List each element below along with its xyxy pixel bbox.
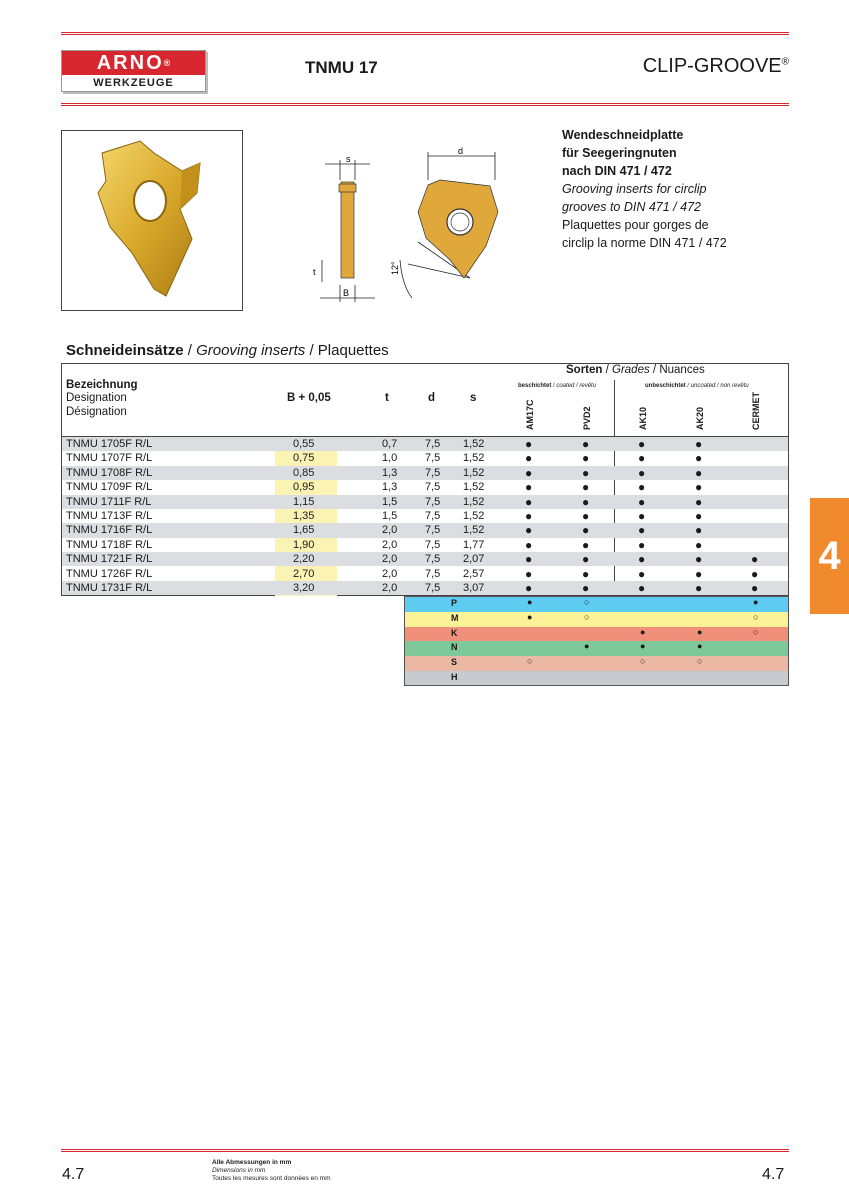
row-b: 1,35: [293, 510, 315, 522]
grade-availability-mark: ●: [695, 523, 703, 538]
grade-availability-mark: ●: [695, 581, 703, 595]
grade-availability-mark: ●: [638, 494, 646, 509]
row-t: 1,3: [382, 481, 398, 494]
grade-availability-mark: ●: [525, 465, 533, 480]
grade-availability-mark: ●: [582, 494, 590, 509]
table-row: [62, 437, 788, 451]
row-designation: TNMU 1707F R/L: [66, 452, 153, 465]
material-code: M: [451, 612, 459, 623]
grade-availability-mark: ●: [525, 509, 533, 523]
grade-availability-mark: ●: [582, 581, 590, 595]
grade-availability-mark: ●: [638, 480, 646, 495]
page-number-right: 4.7: [762, 1166, 785, 1183]
row-designation: TNMU 1716F R/L: [66, 524, 153, 537]
grade-availability-mark: ●: [582, 566, 590, 581]
grade-availability-mark: ●: [582, 552, 590, 567]
suitable-mark: ○: [584, 611, 590, 622]
grade-availability-mark: ●: [695, 437, 703, 451]
row-s: 1,52: [463, 524, 485, 537]
row-b: 1,90: [293, 538, 315, 551]
row-t: 1,3: [382, 466, 398, 479]
suitable-mark: ○: [753, 626, 759, 637]
model-title: TNMU 17: [305, 58, 378, 77]
grade-availability-mark: ●: [751, 552, 759, 567]
suitable-mark: ○: [584, 597, 590, 607]
row-designation: TNMU 1708F R/L: [66, 466, 153, 479]
grade-availability-mark: ●: [525, 494, 533, 509]
section-title: Schneideinsätze / Grooving inserts / Plaquettes: [66, 342, 389, 359]
table-row: [62, 538, 788, 552]
row-b: 0,55: [293, 438, 315, 450]
grade-availability-mark: ●: [638, 523, 646, 538]
row-t: 1,5: [382, 495, 398, 508]
drawing-label-s: s: [346, 154, 351, 164]
row-b: 2,70: [293, 567, 315, 580]
drawing-label-t: t: [313, 267, 316, 277]
row-t: 2,0: [382, 538, 398, 551]
grade-pvd2: PVD2: [582, 406, 592, 430]
grade-availability-mark: ●: [582, 509, 590, 523]
row-d: 7,5: [425, 510, 441, 522]
suitable-mark: ○: [697, 656, 703, 667]
material-code: H: [451, 672, 458, 682]
grade-availability-mark: ●: [525, 552, 533, 567]
row-s: 1,52: [463, 466, 485, 479]
grade-availability-mark: ●: [582, 523, 590, 538]
recommended-mark: ●: [640, 626, 646, 637]
row-designation: TNMU 1711F R/L: [66, 495, 152, 508]
grade-am17c: AM17C: [525, 399, 535, 430]
row-s: 1,52: [463, 438, 485, 450]
recommended-mark: ●: [753, 597, 759, 607]
row-designation: TNMU 1713F R/L: [66, 510, 153, 522]
row-d: 7,5: [425, 567, 441, 580]
material-table: [404, 596, 789, 686]
footer-rule: [61, 1149, 789, 1152]
grade-availability-mark: ●: [638, 451, 646, 466]
row-t: 2,0: [382, 567, 398, 580]
row-s: 1,52: [463, 452, 485, 465]
row-s: 1,77: [463, 538, 485, 551]
drawing-label-d: d: [458, 146, 464, 156]
grade-availability-mark: ●: [525, 566, 533, 581]
material-code: P: [451, 598, 458, 608]
drawing-label-b: B: [343, 288, 350, 298]
insert-photo: [61, 130, 243, 311]
grade-availability-mark: ●: [638, 581, 646, 595]
grade-ak10: AK10: [638, 406, 648, 430]
table-row: [62, 451, 788, 465]
table-row: [62, 523, 788, 537]
grades-title: Sorten / Grades / Nuances: [566, 364, 705, 376]
row-d: 7,5: [425, 438, 441, 450]
table-row: [62, 567, 788, 581]
recommended-mark: ●: [584, 641, 590, 652]
recommended-mark: ●: [640, 641, 646, 652]
row-d: 7,5: [425, 481, 441, 494]
grade-availability-mark: ●: [695, 494, 703, 509]
row-t: 1,5: [382, 510, 398, 522]
row-d: 7,5: [425, 466, 441, 479]
chapter-tab: 4: [810, 498, 849, 614]
col-s: s: [470, 392, 477, 404]
grade-availability-mark: ●: [638, 509, 646, 523]
row-b: 3,20: [293, 582, 315, 594]
grade-availability-mark: ●: [525, 537, 533, 552]
header-bottom-rule: [61, 103, 789, 106]
suitable-mark: ○: [527, 656, 533, 667]
grade-availability-mark: ●: [751, 566, 759, 581]
technical-drawing: [300, 140, 510, 310]
footer-note: Alle Abmessungen in mm Dimensions in mm Toutes les mesures sont données en mm: [212, 1159, 331, 1182]
row-designation: TNMU 1726F R/L: [66, 567, 153, 580]
table-row: [62, 581, 788, 595]
drawing-label-angle: 12°: [390, 261, 400, 275]
uncoated-label: unbeschichtet / uncoated / non revêtu: [645, 383, 749, 389]
row-d: 7,5: [425, 524, 441, 537]
page-number-left: 4.7: [62, 1166, 85, 1183]
grade-availability-mark: ●: [525, 581, 533, 595]
grade-availability-mark: ●: [582, 437, 590, 451]
row-s: 2,07: [463, 553, 485, 566]
row-s: 1,52: [463, 481, 485, 494]
col-designation-fr: Désignation: [66, 406, 127, 418]
row-designation: TNMU 1705F R/L: [66, 438, 153, 450]
material-code: N: [451, 642, 458, 653]
grade-availability-mark: ●: [638, 566, 646, 581]
row-s: 1,52: [463, 510, 485, 522]
table-row: [62, 480, 788, 494]
product-description: Wendeschneidplatte für Seegeringnuten nach DIN 471 / 472 Grooving inserts for circlip grooves to DIN 471 / 472 Plaquettes pour gorges de circlip la norme DIN 471 / 472: [562, 128, 727, 250]
grade-availability-mark: ●: [638, 552, 646, 567]
row-d: 7,5: [425, 452, 441, 465]
row-b: 1,15: [293, 495, 315, 508]
grade-availability-mark: ●: [751, 581, 759, 595]
grade-availability-mark: ●: [582, 537, 590, 552]
grade-availability-mark: ●: [525, 451, 533, 466]
row-d: 7,5: [425, 553, 441, 566]
row-t: 0,7: [382, 438, 398, 450]
grade-availability-mark: ●: [638, 537, 646, 552]
recommended-mark: ●: [527, 611, 533, 622]
recommended-mark: ●: [697, 626, 703, 637]
col-designation-en: Designation: [66, 392, 127, 404]
material-code: K: [451, 627, 458, 638]
arno-logo: ARNO® WERKZEUGE: [61, 50, 206, 92]
grade-availability-mark: ●: [638, 437, 646, 451]
recommended-mark: ●: [697, 641, 703, 652]
col-b: B + 0,05: [287, 392, 331, 404]
material-code: S: [451, 657, 458, 668]
grade-availability-mark: ●: [582, 465, 590, 480]
row-d: 7,5: [425, 538, 441, 551]
grade-availability-mark: ●: [638, 465, 646, 480]
col-d: d: [428, 392, 436, 404]
suitable-mark: ○: [753, 611, 759, 622]
row-b: 0,95: [293, 481, 315, 494]
grade-cermet: CERMET: [751, 392, 761, 430]
row-t: 2,0: [382, 524, 398, 537]
grade-availability-mark: ●: [695, 566, 703, 581]
row-s: 2,57: [463, 567, 485, 580]
row-designation: TNMU 1709F R/L: [66, 481, 153, 494]
row-b: 2,20: [293, 553, 315, 566]
row-t: 2,0: [382, 553, 398, 566]
row-s: 1,52: [463, 495, 485, 508]
row-d: 7,5: [425, 582, 441, 594]
row-b: 0,85: [293, 466, 315, 479]
header-top-rule: [61, 32, 789, 35]
table-row: [62, 509, 788, 523]
row-d: 7,5: [425, 495, 441, 508]
grade-availability-mark: ●: [695, 537, 703, 552]
grade-availability-mark: ●: [525, 437, 533, 451]
table-row: [62, 552, 788, 566]
grade-availability-mark: ●: [525, 480, 533, 495]
row-designation: TNMU 1721F R/L: [66, 553, 153, 566]
row-s: 3,07: [463, 582, 485, 594]
grade-availability-mark: ●: [582, 480, 590, 495]
grade-availability-mark: ●: [695, 509, 703, 523]
table-row: [62, 466, 788, 480]
coated-label: beschichtet / coated / revêtu: [518, 383, 597, 389]
grade-availability-mark: ●: [695, 480, 703, 495]
col-t: t: [385, 392, 389, 404]
suitable-mark: ○: [640, 656, 646, 667]
grade-ak20: AK20: [695, 406, 705, 430]
col-designation-de: Bezeichnung: [66, 379, 138, 391]
row-b: 1,65: [293, 524, 315, 537]
row-t: 2,0: [382, 582, 398, 594]
grade-availability-mark: ●: [525, 523, 533, 538]
grade-availability-mark: ●: [582, 451, 590, 466]
recommended-mark: ●: [527, 597, 533, 607]
grade-availability-mark: ●: [695, 465, 703, 480]
row-designation: TNMU 1731F R/L: [66, 582, 153, 594]
grade-availability-mark: ●: [695, 451, 703, 466]
row-t: 1,0: [382, 452, 398, 465]
row-b: 0,75: [293, 452, 315, 465]
row-designation: TNMU 1718F R/L: [66, 538, 153, 551]
brand-title: CLIP-GROOVE®: [642, 55, 789, 77]
grade-availability-mark: ●: [695, 552, 703, 567]
table-row: [62, 495, 788, 509]
